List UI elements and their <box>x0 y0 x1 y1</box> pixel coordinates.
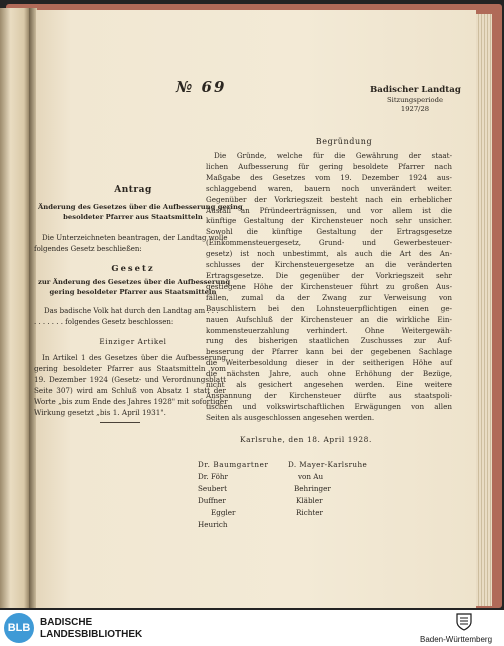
signature-right-5: Richter <box>296 508 323 517</box>
article-line: gering besoldeter Pfarrer aus Staatsmitteln vom <box>34 363 226 373</box>
law-subject-line-1: zur Änderung des Gesetzes über die Aufbesserung <box>38 278 231 286</box>
signature-left-2: Dr. Föhr <box>198 472 228 481</box>
article-line: 19. Dezember 1924 (Gesetz- und Verordnungsblatt <box>34 374 226 384</box>
viewer-footer <box>0 610 504 646</box>
article-line: Wirkung gesetzt „bis 1. April 1931". <box>34 407 166 417</box>
header-session: Sitzungsperiode <box>387 96 443 104</box>
justification-line: Bauschlistern bei den Lohnsteuerpflichtigen einen ge- <box>206 303 452 313</box>
justification-line: Sowohl die künftige Gestaltung der Ertragsgesetze <box>206 227 452 237</box>
justification-line: lichen Aufbesserung für gering besoldete Pfarrer nach <box>206 161 452 171</box>
justification-line: besserung der Pfarrer kann bei der gegebenen Sachlage <box>206 347 452 357</box>
justification-line: kommensteuerzahlung verhindert. Ohne Weitergewäh- <box>206 325 452 335</box>
place-date: Karlsruhe, den 18. April 1928. <box>240 435 372 444</box>
page-stack-edge <box>476 14 492 606</box>
library-name-line-2: LANDESBIBLIOTHEK <box>40 629 143 640</box>
document-page <box>36 10 476 608</box>
justification-line: tischen und volkswirtschaftlichen Erwägungen von allen <box>206 401 452 411</box>
bw-crest-icon <box>456 613 472 631</box>
library-name[interactable] <box>40 617 142 641</box>
justification-line: Ertragsgesetze. Die gegenüber der Vorkriegszeit sehr <box>206 270 452 280</box>
motion-subject-line-1: Änderung des Gesetzes über die Aufbesserung gering <box>38 203 243 211</box>
article-heading: Einziger Artikel <box>99 337 167 346</box>
justification-line: die Weiterbesoldung dieser in der seitherigen Höhe auf <box>206 358 452 368</box>
library-name-line-1: BADISCHE <box>40 617 93 628</box>
signature-right-3: Behringer <box>294 484 331 493</box>
motion-heading: Antrag <box>114 185 152 195</box>
signature-left-5: Eggler <box>211 508 236 517</box>
justification-line: die nächsten Jahre, auch ohne Erhöhung der Bezüge, <box>206 369 452 379</box>
justification-line: rung des bisherigen staatlichen Zuschusses zur Auf- <box>206 336 452 346</box>
justification-heading: Begründung <box>315 137 373 146</box>
header-landtag: Badischer Landtag <box>370 85 461 95</box>
justification-line: Ausfall an Pfründeerträgnissen, und vor allem ist die <box>206 205 452 215</box>
justification-line: schlaggebend waren, bauern noch unverändert weiter. <box>206 183 452 193</box>
justification-line: gesetz) ist noch unbestimmt, als auch die Art des An- <box>206 249 452 259</box>
motion-subject-line-2: besoldeter Pfarrer aus Staatsmitteln <box>63 213 203 221</box>
justification-line: künftige Gestaltung der Kirchensteuer noch sehr unsicher. <box>206 216 452 226</box>
state-name[interactable]: Baden-Württemberg <box>420 635 493 644</box>
law-subject-line-2: gering besoldeter Pfarrer aus Staatsmitteln <box>49 288 217 296</box>
article-text <box>34 353 226 418</box>
enacting-line-2: . . . . . . . folgendes Gesetz beschlossen: <box>34 318 174 326</box>
justification-line: Gegenüber der Vorkriegszeit besteht nach ein erheblicher <box>206 194 452 204</box>
justification-line: Die Gründe, welche für die Gewährung der staat- <box>214 151 452 160</box>
motion-intro-line-2: folgendes Gesetz beschließen: <box>34 245 142 253</box>
document-number: № 69 <box>176 78 227 96</box>
article-line: In Artikel 1 des Gesetzes über die Aufbesserung <box>42 353 226 362</box>
justification-line: Seiten als ausgeschlossen angesehen werden. <box>206 412 375 422</box>
blb-logo-icon[interactable]: BLB <box>4 613 34 643</box>
article-line: Seite 307) wird am Schluß von Absatz 1 statt der <box>34 385 226 395</box>
article-line: Worte „bis zum Ende des Jahres 1928" mit sofortiger <box>34 396 228 406</box>
left-page-edge <box>0 8 30 608</box>
justification-line: nauen Aufschluß der Kirchensteuer an die wirkliche Ein- <box>206 314 452 324</box>
signature-right-2: von Au <box>298 472 324 481</box>
justification-line: fällen, zumal da der Zwang zur Verweisung von <box>206 292 452 302</box>
signature-left-4: Duffner <box>198 496 226 505</box>
justification-line: (Einkommensteuergesetz, Grund- und Gewerbesteuer- <box>206 238 452 248</box>
justification-line: gestiegene Höhe der Kirchensteuer führt zu großen Aus- <box>206 281 452 291</box>
motion-intro-line-1: Die Unterzeichneten beantragen, der Landtag wolle <box>42 234 228 242</box>
law-heading: Gesetz <box>111 263 155 273</box>
justification-line: nicht als gesichert angesehen werden. Eine weitere <box>206 380 452 390</box>
enacting-line-1: Das badische Volk hat durch den Landtag am . . . <box>44 307 219 315</box>
justification-line: Maßgabe des Gesetzes vom 19. Dezember 1924 aus- <box>206 172 452 182</box>
signature-right-4: Kläbler <box>296 496 323 505</box>
justification-line: schlusses der Kirchensteuergesetze an die veränderten <box>206 260 452 270</box>
signature-left-6: Heurich <box>198 520 228 529</box>
justification-line: Anspannung der Kirchensteuer dürfte aus staatspoli- <box>206 390 452 400</box>
signature-left-3: Seubert <box>198 484 227 493</box>
signature-right-1: D. Mayer-Karlsruhe <box>288 460 368 469</box>
header-year: 1927/28 <box>400 105 430 113</box>
signature-left-1: Dr. Baumgartner <box>198 460 269 469</box>
justification-text <box>206 151 452 424</box>
left-column-rule <box>100 422 140 423</box>
